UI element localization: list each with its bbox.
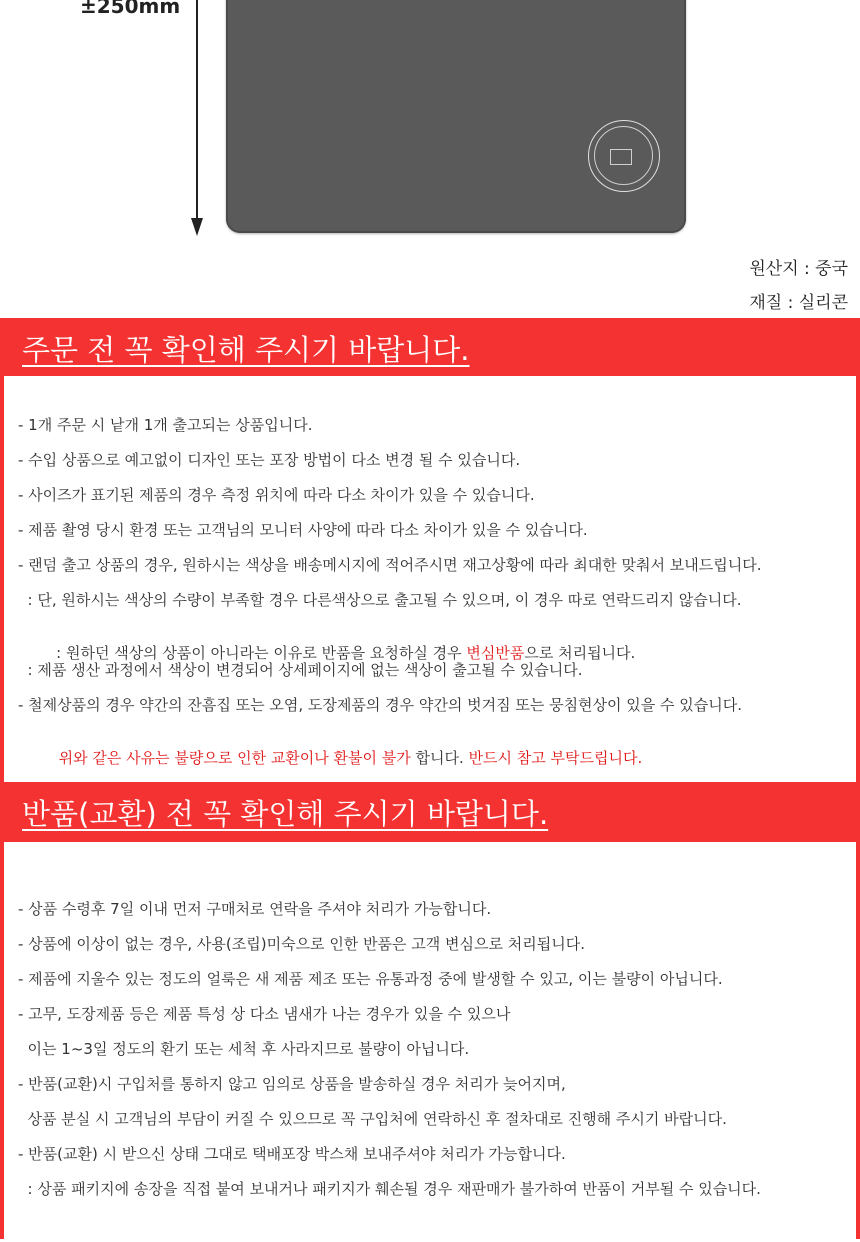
return-notice-line: - 상품 수령후 7일 이내 먼저 구매처로 연락을 주셔야 처리가 가능합니다.: [18, 900, 492, 918]
dimension-arrow-icon: [191, 218, 203, 236]
dimension-line: [196, 0, 198, 224]
line-text: : 원하던 색상의 상품이 아니라는 이유로 반품을 요청하실 경우: [46, 644, 467, 662]
warning-please-note: 반드시 참고 부탁드립니다.: [468, 749, 643, 767]
order-notice-line: - 사이즈가 표기된 제품의 경우 측정 위치에 따라 다소 차이가 있을 수 있습니다.: [18, 486, 535, 504]
certification-seal-icon: [588, 120, 660, 192]
order-notice-line: - 제품 촬영 당시 환경 또는 고객님의 모니터 사양에 따라 다소 차이가 있을 수 있습니다.: [18, 521, 588, 539]
product-image-silicone-mat: [226, 0, 686, 233]
order-notice-section: [0, 318, 860, 793]
return-notice-line: - 반품(교환) 시 받으신 상태 그대로 택배포장 박스채 보내주셔야 처리가 가능합니다.: [18, 1145, 566, 1163]
order-notice-line: - 철제상품의 경우 약간의 잔흠집 또는 오염, 도장제품의 경우 약간의 벗겨짐 또는 뭉침현상이 있을 수 있습니다.: [18, 696, 743, 714]
return-notice-title: 반품(교환) 전 꼭 확인해 주시기 바랍니다.: [22, 797, 549, 831]
spec-material: 재질 : 실리콘: [749, 293, 848, 313]
return-notice-line: - 상품에 이상이 없는 경우, 사용(조립)미숙으로 인한 반품은 고객 변심으로 처리됩니다.: [18, 935, 585, 953]
order-notice-line: - 랜덤 출고 상품의 경우, 원하시는 색상을 배송메시지에 적어주시면 재고상황에 따라 최대한 맞춰서 보내드립니다.: [18, 556, 762, 574]
line-text: 합니다.: [410, 749, 469, 767]
warning-no-refund: 위와 같은 사유는 불량으로 인한 교환이나 환불이 불가: [58, 749, 411, 767]
return-notice-box: [4, 842, 856, 1242]
order-notice-line: - 1개 주문 시 낱개 1개 출고되는 상품입니다.: [18, 416, 313, 434]
return-notice-line: - 고무, 도장제품 등은 제품 특성 상 다소 냄새가 나는 경우가 있을 수 있으나: [18, 1005, 511, 1023]
order-notice-line: : 단, 원하시는 색상의 수량이 부족할 경우 다른색상으로 출고될 수 있으며, 이 경우 따로 연락드리지 않습니다.: [18, 591, 742, 609]
spec-origin: 원산지 : 중국: [749, 259, 848, 279]
seal-mark: [610, 149, 632, 165]
order-notice-warning: [30, 729, 642, 786]
order-notice-line: - 수입 상품으로 예고없이 디자인 또는 포장 방법이 다소 변경 될 수 있습니다.: [18, 451, 521, 469]
order-notice-title: 주문 전 꼭 확인해 주시기 바랍니다.: [22, 333, 470, 367]
return-notice-line: : 상품 패키지에 송장을 직접 붙여 보내거나 패키지가 훼손될 경우 재판매가 불가하여 반품이 거부될 수 있습니다.: [18, 1180, 761, 1198]
return-notice-line: 이는 1~3일 정도의 환기 또는 세척 후 사라지므로 불량이 아닙니다.: [18, 1040, 470, 1058]
order-notice-box: [4, 376, 856, 786]
highlight-change-of-mind-return: 변심반품: [466, 644, 525, 662]
return-notice-line: - 제품에 지울수 있는 정도의 얼룩은 새 제품 제조 또는 유통과정 중에 발생할 수 있고, 이는 불량이 아닙니다.: [18, 970, 723, 988]
line-text: 으로 처리됩니다.: [524, 644, 636, 662]
return-notice-line: 상품 분실 시 고객님의 부담이 커질 수 있으므로 꼭 구입처에 연락하신 후 절차대로 진행해 주시기 바랍니다.: [18, 1110, 727, 1128]
dimension-label: ±250mm: [80, 0, 181, 18]
return-notice-line: - 반품(교환)시 구입처를 통하지 않고 임의로 상품을 발송하실 경우 처리가 늦어지며,: [18, 1075, 566, 1093]
return-notice-section: [0, 782, 860, 1239]
order-notice-line: : 제품 생산 과정에서 색상이 변경되어 상세페이지에 없는 색상이 출고될 수 있습니다.: [18, 661, 583, 679]
